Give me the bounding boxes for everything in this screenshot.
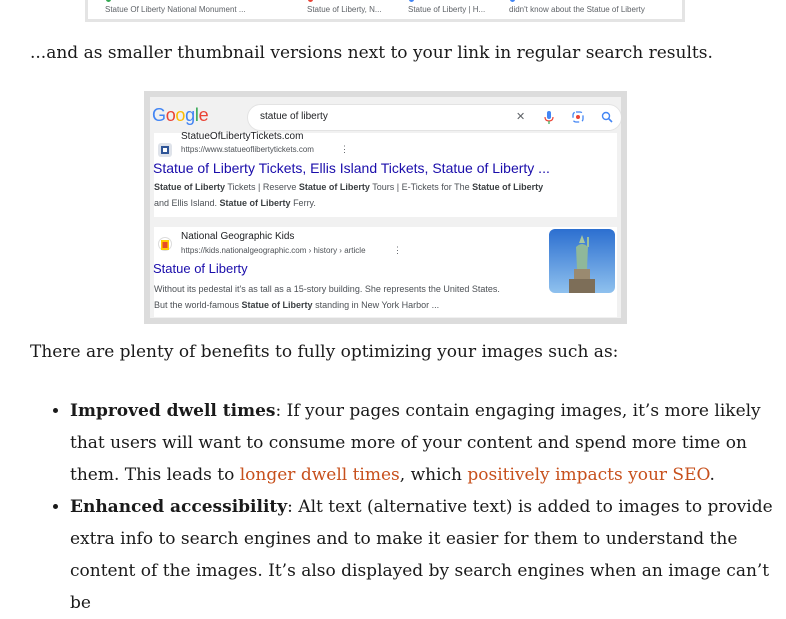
previous-screenshot-strip — [85, 0, 685, 22]
bullet-heading: Improved dwell times — [70, 401, 276, 421]
lens-icon — [572, 111, 584, 127]
snippet-text: standing in New York Harbor ... — [312, 300, 440, 310]
bullet-heading: Enhanced accessibility — [70, 497, 288, 517]
favicon-dot — [409, 0, 414, 2]
image-caption: Statue of Liberty | H... — [408, 5, 486, 14]
snippet-text: and Ellis Island. — [154, 198, 220, 208]
bullet-text: , which — [399, 465, 468, 485]
logo-letter: l — [194, 105, 199, 125]
snippet-text: But the world-famous — [154, 300, 242, 310]
logo-letter: o — [175, 105, 186, 125]
logo-letter: o — [165, 105, 176, 125]
result-snippet — [154, 182, 543, 192]
longer-dwell-times-link[interactable]: longer dwell times — [239, 465, 400, 485]
intro-paragraph: ...and as smaller thumbnail versions next to your link in regular search results. — [30, 43, 713, 63]
list-item — [70, 395, 786, 491]
snippet-bold-text: Statue of Liberty — [219, 198, 291, 208]
site-url: https://kids.nationalgeographic.com › history › article — [181, 246, 366, 255]
snippet-text: Without its pedestal it's as tall as a 15-story building. She represents the United States. — [154, 284, 500, 294]
favicon-dot — [308, 0, 313, 2]
result-snippet — [154, 198, 316, 208]
snippet-text: Tickets | Reserve — [225, 182, 299, 192]
bullet-text: . — [709, 465, 715, 485]
search-results-screenshot — [144, 91, 627, 324]
result-title-link[interactable]: Statue of Liberty Tickets, Ellis Island Tickets, Statue of Liberty ... — [153, 160, 550, 176]
search-bar — [247, 104, 621, 131]
site-name: StatueOfLibertyTickets.com — [181, 131, 304, 142]
logo-letter: g — [185, 105, 195, 125]
snippet-text: Ferry. — [290, 198, 316, 208]
snippet-bold-text: Statue of Liberty — [298, 182, 370, 192]
microphone-icon — [544, 111, 554, 128]
snippet-bold-text: Statue of Liberty — [472, 182, 544, 192]
site-favicon — [158, 237, 172, 251]
image-caption: Statue Of Liberty National Monument ... — [105, 5, 246, 14]
bullet-text: : If your pages contain engaging images, it’s more likely that users will want to consume more of your content and spend more time on them. This leads to — [70, 401, 761, 485]
image-results-strip — [88, 0, 682, 19]
site-url: https://www.statueoflibertytickets.com — [181, 145, 314, 154]
more-options-icon: ⋮ — [340, 144, 349, 154]
site-name: National Geographic Kids — [181, 231, 295, 242]
search-icon — [601, 111, 613, 127]
snippet-bold-text: Statue of Liberty — [154, 182, 226, 192]
logo-letter: e — [198, 105, 209, 125]
google-logo — [152, 105, 208, 126]
screenshot-frame — [150, 97, 621, 318]
more-options-icon: ⋮ — [393, 245, 402, 255]
list-item — [70, 491, 786, 619]
search-query: statue of liberty — [260, 111, 328, 122]
result-snippet — [154, 284, 500, 294]
bullet-text: : Alt text (alternative text) is added to images to provide extra info to search engines and to make it easier for them to understand the content of the images. It’s also displayed by search engines when an image can’t be — [70, 497, 773, 613]
seo-impact-link[interactable]: positively impacts your SEO — [467, 465, 710, 485]
statue-of-liberty-thumbnail[interactable] — [549, 229, 615, 293]
search-result — [154, 227, 617, 317]
image-caption: Statue of Liberty, N... — [307, 5, 382, 14]
snippet-text: Tours | E-Tickets for The — [369, 182, 473, 192]
image-caption: didn't know about the Statue of Liberty — [509, 5, 645, 14]
result-title-link[interactable]: Statue of Liberty — [153, 261, 248, 276]
search-result — [154, 133, 617, 217]
site-favicon — [158, 143, 172, 157]
snippet-bold-text: Statue of Liberty — [241, 300, 313, 310]
clear-icon: ✕ — [516, 111, 526, 123]
favicon-dot — [106, 0, 111, 2]
benefits-list — [30, 395, 786, 619]
benefits-paragraph: There are plenty of benefits to fully optimizing your images such as: — [30, 342, 619, 362]
result-snippet — [154, 300, 439, 310]
favicon-dot — [510, 0, 515, 2]
logo-letter: G — [152, 105, 166, 125]
